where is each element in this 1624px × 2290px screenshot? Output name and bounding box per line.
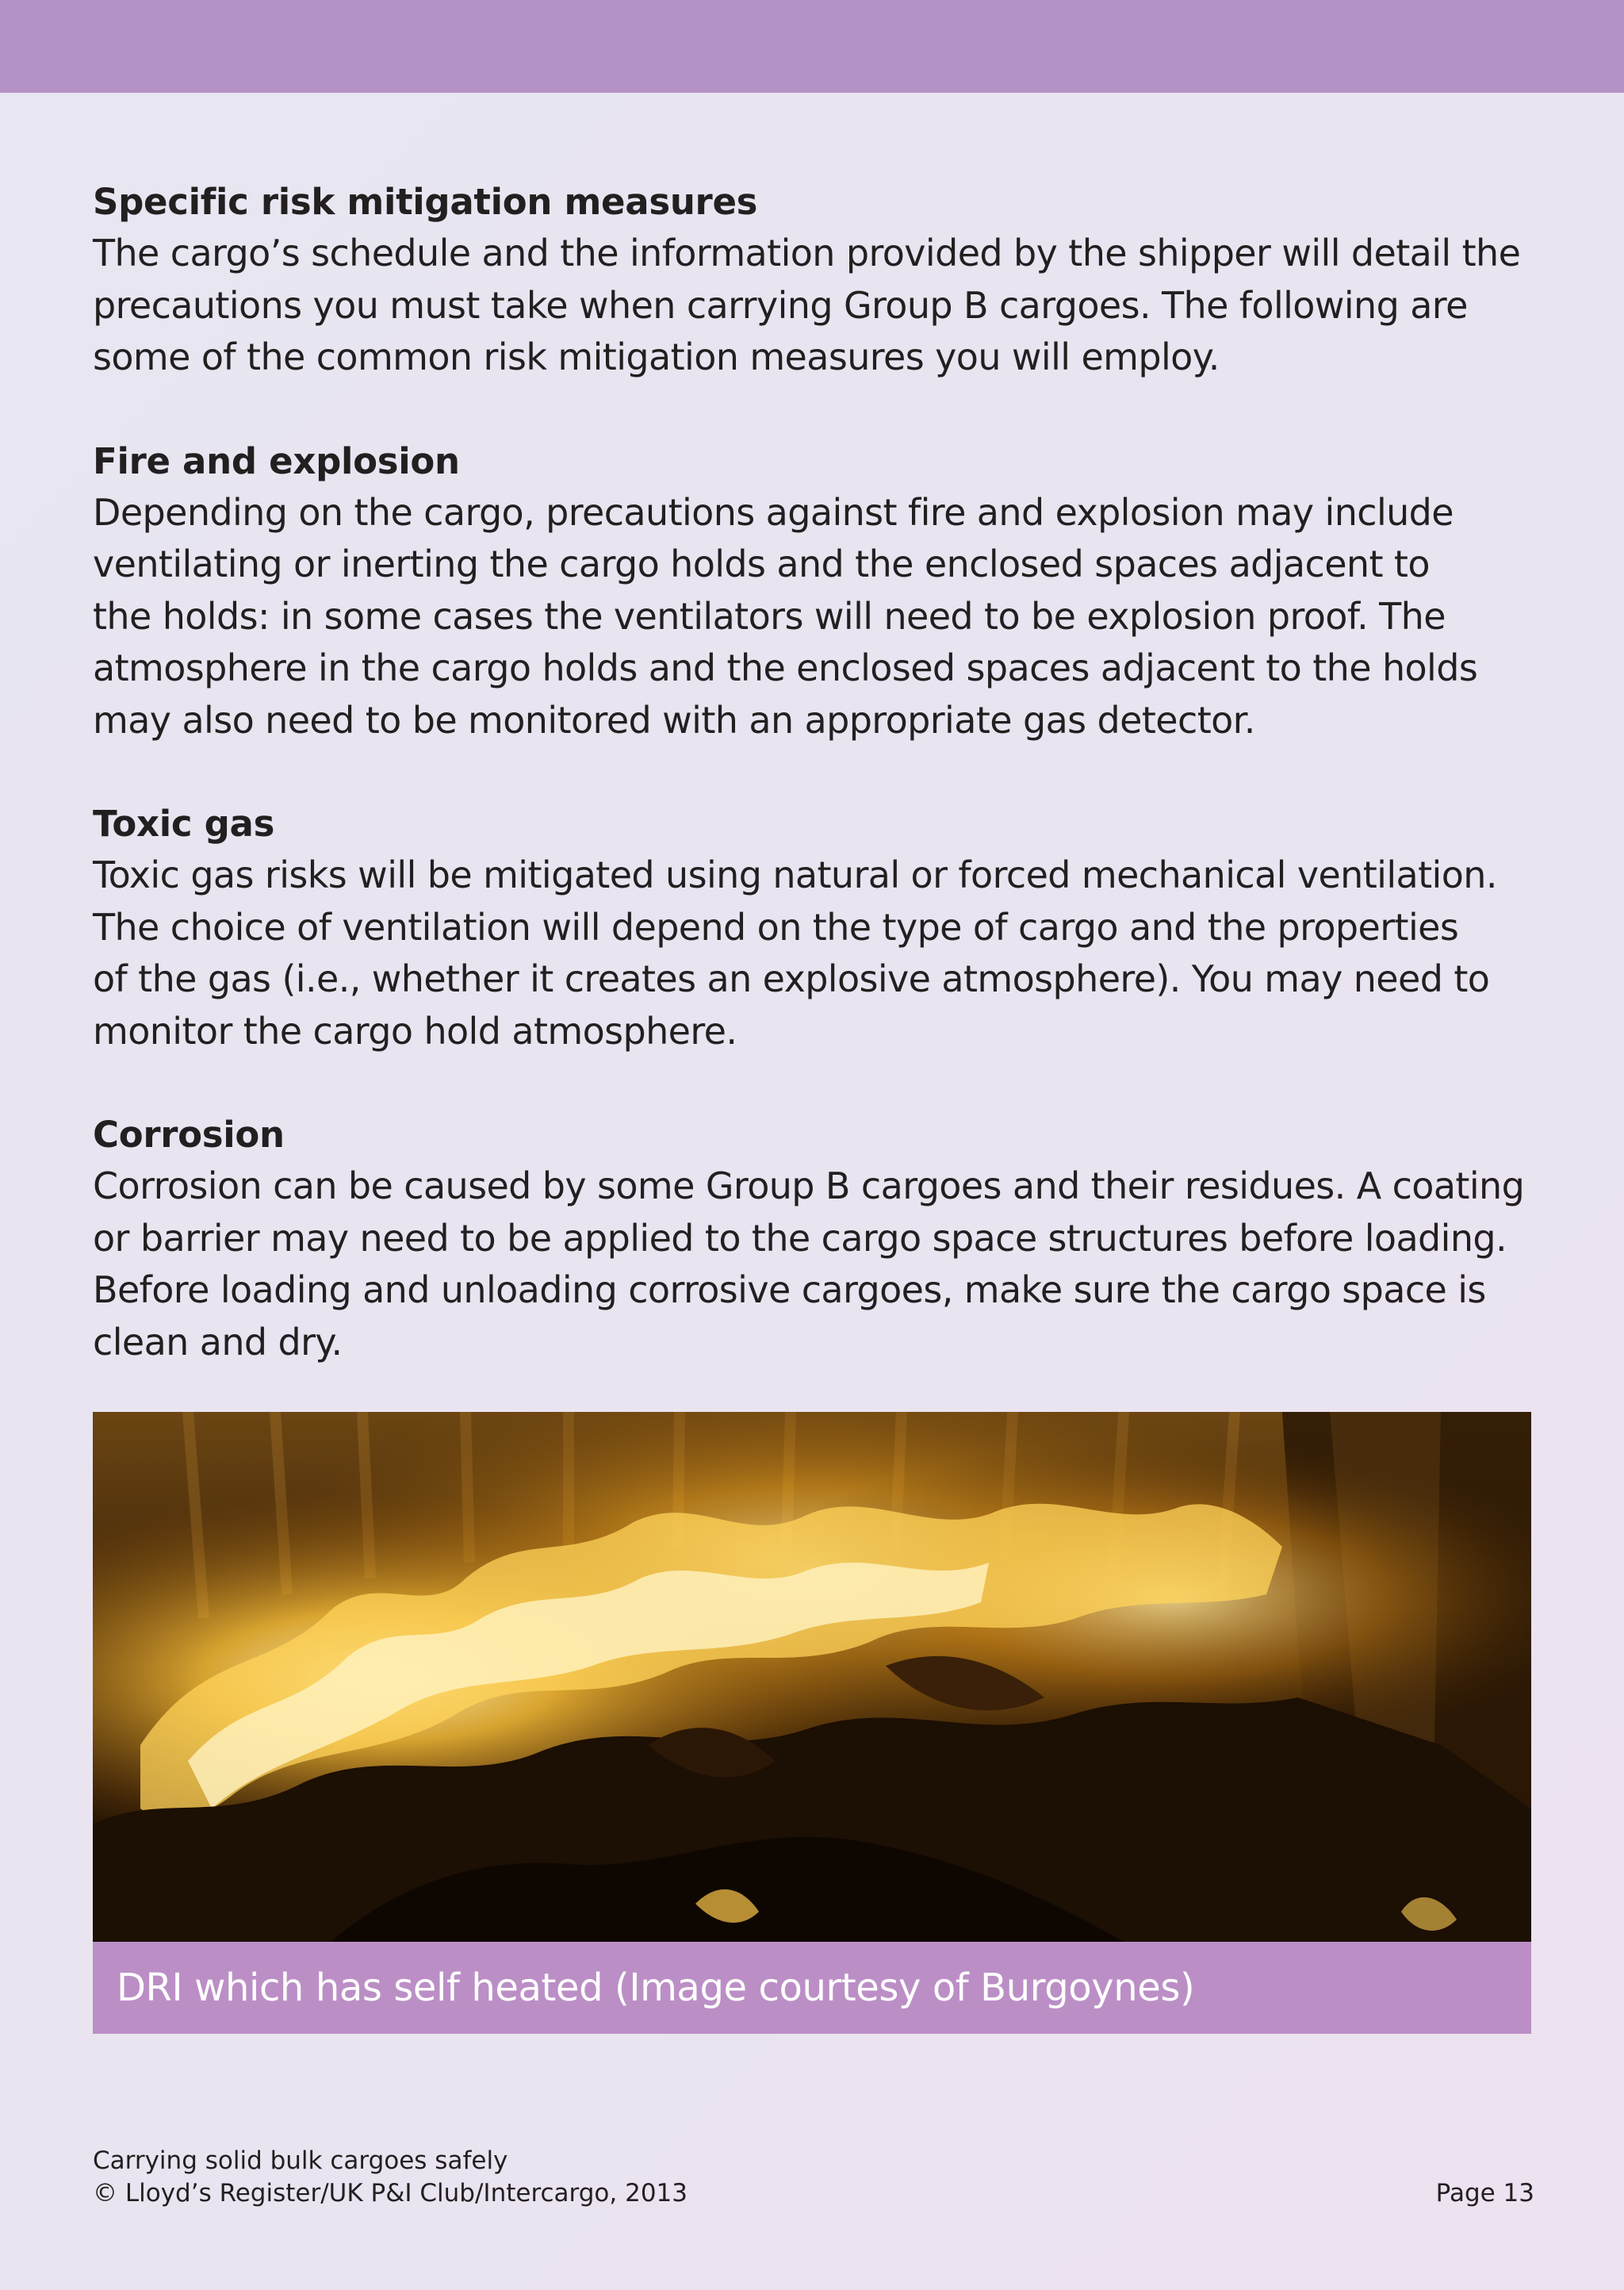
body-line: Corrosion can be caused by some Group B cargoes and their residues. A coating — [93, 1164, 1525, 1207]
page-number: Page 13 — [1435, 2179, 1534, 2208]
body-line: The choice of ventilation will depend on the type of cargo and the properties — [93, 905, 1459, 949]
body-line: The cargo’s schedule and the information provided by the shipper will detail the — [93, 232, 1521, 274]
section-heading: Toxic gas — [93, 803, 275, 845]
section-body — [93, 1160, 1536, 1368]
footer-title: Carrying solid bulk cargoes safely — [93, 2146, 508, 2175]
body-line: ventilating or inerting the cargo holds and the enclosed spaces adjacent to — [93, 543, 1430, 585]
header-color-band — [0, 0, 1624, 93]
dri-fire-photo — [93, 1412, 1531, 1942]
section-toxic-gas — [93, 798, 1536, 1057]
body-line: monitor the cargo hold atmosphere. — [93, 1009, 737, 1053]
section-risk-mitigation — [93, 176, 1536, 384]
body-line: Before loading and unloading corrosive cargoes, make sure the cargo space is — [93, 1268, 1486, 1311]
footer-publication — [93, 2145, 688, 2210]
footer-copyright: © Lloyd’s Register/UK P&I Club/Intercargo, 2013 — [93, 2179, 688, 2208]
body-line: atmosphere in the cargo holds and the enclosed spaces adjacent to the holds — [93, 646, 1478, 689]
section-body — [93, 487, 1536, 747]
section-heading: Corrosion — [93, 1114, 285, 1156]
body-line: Toxic gas risks will be mitigated using natural or forced mechanical ventilation. — [93, 853, 1497, 896]
body-line: Depending on the cargo, precautions against fire and explosion may include — [93, 490, 1454, 534]
body-line: clean and dry. — [93, 1320, 343, 1364]
section-heading: Specific risk mitigation measures — [93, 181, 758, 223]
body-line: some of the common risk mitigation measures you will employ. — [93, 336, 1220, 378]
section-corrosion — [93, 1109, 1536, 1368]
section-body — [93, 850, 1536, 1057]
section-fire-explosion — [93, 435, 1536, 747]
section-body — [93, 228, 1536, 384]
body-line: the holds: in some cases the ventilators will need to be explosion proof. The — [93, 594, 1446, 638]
body-line: precautions you must take when carrying Group B cargoes. The following are — [93, 283, 1468, 327]
figure-caption: DRI which has self heated (Image courtesy of Burgoynes) — [93, 1942, 1531, 2034]
body-line: may also need to be monitored with an appropriate gas detector. — [93, 698, 1255, 742]
section-heading: Fire and explosion — [93, 439, 460, 482]
page-content — [93, 176, 1536, 1420]
body-line: or barrier may need to be applied to the cargo space structures before loading. — [93, 1216, 1507, 1260]
figure — [93, 1412, 1531, 2034]
body-line: of the gas (i.e., whether it creates an explosive atmosphere). You may need to — [93, 957, 1490, 1000]
